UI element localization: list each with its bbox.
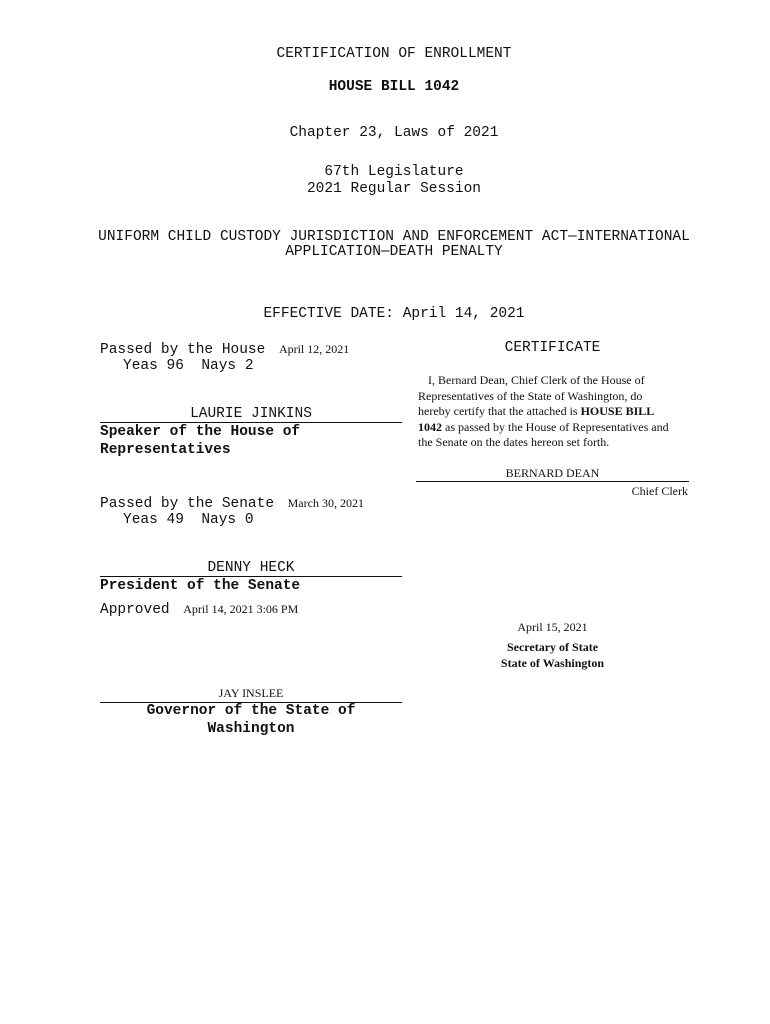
approved-line bbox=[100, 600, 298, 618]
certification-title: CERTIFICATION OF ENROLLMENT bbox=[276, 46, 512, 62]
bill-title: HOUSE BILL 1042 bbox=[328, 79, 460, 95]
senate-passed-label: Passed by the Senate bbox=[100, 496, 275, 512]
governor-title-line-1: Governor of the State of bbox=[146, 703, 356, 719]
house-passed-date: April 12, 2021 bbox=[278, 342, 350, 356]
certificate-bill-number: 1042 bbox=[418, 420, 442, 434]
subject-line-1: UNIFORM CHILD CUSTODY JURISDICTION AND ENFORCEMENT ACT—INTERNATIONAL bbox=[98, 229, 690, 245]
certificate-line-4-text: as passed by the House of Representatives and bbox=[445, 420, 669, 434]
house-signer: LAURIE JINKINS bbox=[190, 406, 312, 422]
subject-line-2: APPLICATION—DEATH PENALTY bbox=[285, 244, 503, 260]
certificate-line-5: the Senate on the dates hereon set forth. bbox=[418, 435, 610, 449]
session-line: 2021 Regular Session bbox=[306, 181, 482, 197]
senate-votes: Yeas 49 Nays 0 bbox=[123, 512, 254, 528]
certificate-line-3 bbox=[418, 404, 654, 419]
house-signature-line bbox=[100, 422, 402, 423]
legislature-line: 67th Legislature bbox=[324, 164, 464, 180]
certificate-bill-ref: HOUSE BILL bbox=[580, 404, 655, 418]
senate-signature-line bbox=[100, 576, 402, 577]
certificate-heading: CERTIFICATE bbox=[504, 340, 601, 356]
house-title-line-2: Representatives bbox=[100, 442, 231, 458]
effective-date: EFFECTIVE DATE: April 14, 2021 bbox=[263, 306, 525, 322]
senate-passed-date: March 30, 2021 bbox=[287, 496, 364, 510]
approved-date: April 14, 2021 3:06 PM bbox=[183, 602, 299, 616]
filing-date: April 15, 2021 bbox=[517, 620, 588, 634]
senate-title: President of the Senate bbox=[100, 578, 301, 594]
clerk-signature-line bbox=[416, 481, 689, 482]
house-votes: Yeas 96 Nays 2 bbox=[123, 358, 254, 374]
governor-title-line-2: Washington bbox=[207, 721, 295, 737]
approved-label: Approved bbox=[100, 602, 170, 618]
certificate-line-3-text: hereby certify that the attached is bbox=[418, 404, 578, 418]
governor-signer: JAY INSLEE bbox=[218, 686, 284, 700]
clerk-signer: BERNARD DEAN bbox=[505, 466, 600, 480]
senate-signer: DENNY HECK bbox=[207, 560, 295, 576]
chapter-line: Chapter 23, Laws of 2021 bbox=[289, 125, 499, 141]
house-passed-line bbox=[100, 340, 349, 358]
certificate-line-4 bbox=[418, 420, 669, 435]
house-passed-label: Passed by the House bbox=[100, 342, 266, 358]
filing-title-line-1: Secretary of State bbox=[506, 640, 599, 654]
senate-passed-line bbox=[100, 494, 364, 512]
certificate-line-1: I, Bernard Dean, Chief Clerk of the House of bbox=[428, 373, 645, 387]
certificate-line-2: Representatives of the State of Washington, do bbox=[418, 389, 643, 403]
filing-title-line-2: State of Washington bbox=[500, 656, 605, 670]
clerk-title: Chief Clerk bbox=[631, 484, 688, 498]
house-title-line-1: Speaker of the House of bbox=[100, 424, 301, 440]
